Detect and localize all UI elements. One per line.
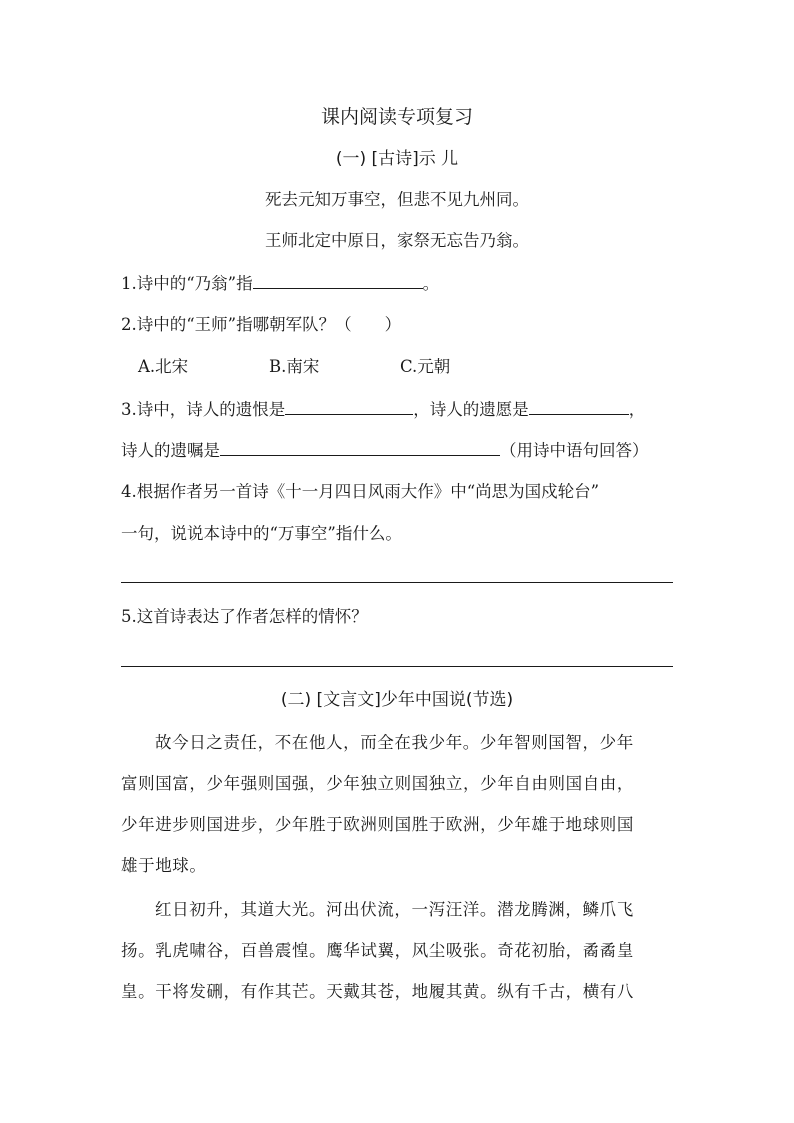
question-3-text-d: 诗人的遗嘱是	[121, 441, 220, 460]
question-3-line-1	[121, 398, 645, 421]
question-3-note: （用诗中语句回答）	[500, 441, 649, 460]
question-3-text-b: ，诗人的遗愿是	[413, 400, 529, 419]
section1-heading: (一) [古诗]示 儿	[335, 149, 459, 169]
poem-line-2: 王师北定中原日，家祭无忘告乃翁。	[265, 231, 529, 250]
page-title: 课内阅读专项复习	[320, 106, 473, 128]
section2-heading: (二) [文言文]少年中国说(节选)	[280, 690, 514, 710]
para1-line-4: 雄于地球。	[121, 856, 207, 875]
option-c[interactable]: C.元朝	[400, 357, 451, 376]
option-b[interactable]: B.南宋	[269, 357, 320, 376]
question-1-text: 1.诗中的“乃翁”指	[121, 274, 253, 293]
para2-line-1: 红日初升，其道大光。河出伏流，一泻汪洋。潜龙腾渊，鳞爪飞	[155, 900, 634, 919]
question-2: 2.诗中的“王师”指哪朝军队？（ ）	[121, 315, 402, 334]
answer-line-4[interactable]	[121, 582, 673, 583]
para1-line-1: 故今日之责任，不在他人，而全在我少年。少年智则国智，少年	[155, 733, 634, 752]
answer-blank-1[interactable]	[253, 272, 423, 289]
answer-blank-3b[interactable]	[529, 398, 629, 415]
question-3-line-2	[121, 439, 649, 462]
question-3-text-a: 3.诗中，诗人的遗恨是	[121, 400, 286, 419]
question-4-line-2: 一句，说说本诗中的“万事空”指什么。	[121, 524, 402, 543]
question-1	[121, 272, 439, 295]
option-a[interactable]: A.北宋	[138, 357, 189, 376]
question-3-text-c: ，	[628, 400, 646, 419]
poem-line-1: 死去元知万事空，但悲不见九州同。	[265, 190, 529, 209]
para2-line-3: 皇。干将发硎，有作其芒。天戴其苍，地履其黄。纵有千古，横有八	[121, 982, 634, 1001]
question-1-end: 。	[422, 274, 440, 293]
para2-line-2: 扬。乳虎啸谷，百兽震惶。鹰华试翼，风尘吸张。奇花初胎，矞矞皇	[121, 941, 634, 960]
answer-blank-3c[interactable]	[220, 439, 500, 456]
question-5: 5.这首诗表达了作者怎样的情怀？	[121, 607, 368, 626]
question-4-line-1: 4.根据作者另一首诗《十一月四日风雨大作》中“尚思为国戍轮台”	[121, 482, 600, 501]
question-2-options	[138, 356, 450, 378]
para1-line-2: 富则国富，少年强则国强，少年独立则国独立，少年自由则国自由，	[121, 774, 634, 793]
answer-blank-3a[interactable]	[285, 398, 413, 415]
answer-line-5[interactable]	[121, 666, 673, 667]
para1-line-3: 少年进步则国进步，少年胜于欧洲则国胜于欧洲，少年雄于地球则国	[121, 815, 634, 834]
